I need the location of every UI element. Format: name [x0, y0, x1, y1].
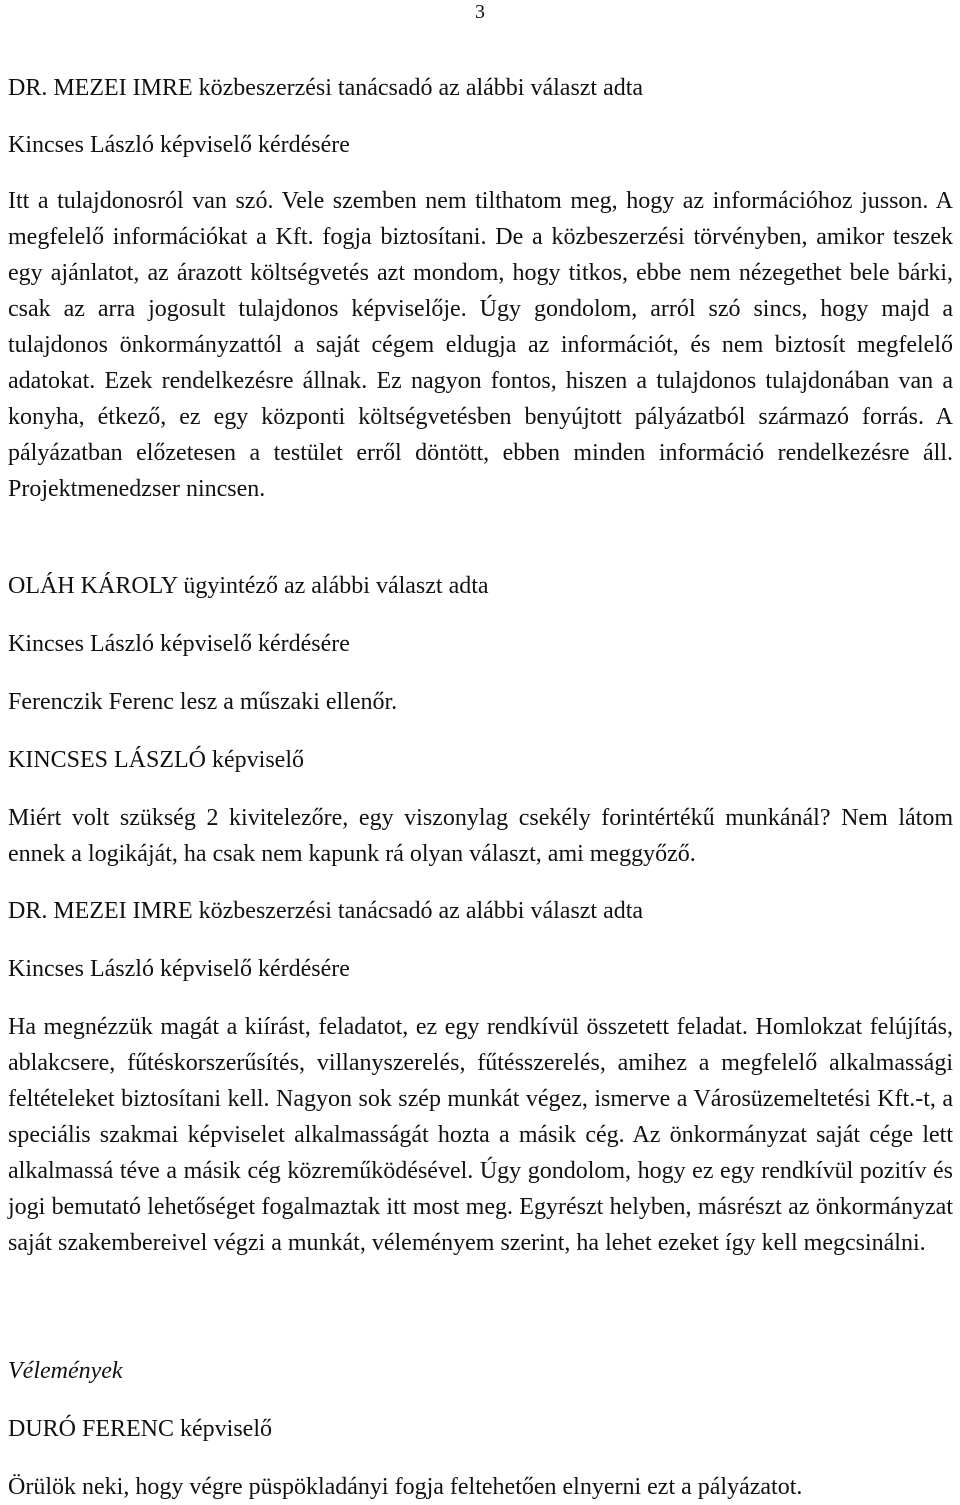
paragraph-text: Ferenczik Ferenc lesz a műszaki ellenőr.	[8, 689, 398, 715]
section-heading	[8, 1353, 953, 1389]
speaker-heading	[8, 1411, 953, 1447]
addressee-line: Kincses László képviselő kérdésére	[8, 631, 350, 657]
paragraph-text: Örülök neki, hogy végre püspökladányi fogja feltehetően elnyerni ezt a pályázatot.	[8, 1474, 803, 1500]
speaker-heading	[8, 742, 953, 778]
answer-paragraph	[8, 1009, 953, 1261]
page-number: 3	[475, 1, 485, 23]
speaker-line: DR. MEZEI IMRE közbeszerzési tanácsadó az alábbi választ adta	[8, 898, 644, 924]
speaker-line: OLÁH KÁROLY ügyintéző az alábbi választ adta	[8, 573, 489, 599]
addressee-heading	[8, 127, 953, 163]
addressee-line: Kincses László képviselő kérdésére	[8, 956, 350, 982]
speaker-line: DR. MEZEI IMRE közbeszerzési tanácsadó az alábbi választ adta	[8, 75, 644, 101]
addressee-line: Kincses László képviselő kérdésére	[8, 132, 350, 158]
paragraph-text: Miért volt szükség 2 kivitelezőre, egy viszonylag csekély forintértékű munkánál? Nem látom ennek a logikáját, ha csak nem kapunk rá olyan választ, ami meggyőző.	[8, 805, 953, 867]
paragraph-text: Ha megnézzük magát a kiírást, feladatot, ez egy rendkívül összetett feladat. Homlokzat felújítás, ablakcsere, fűtéskorszerűsítés, villanyszerelés, fűtésszerelés, amihez a megfelelő alkalmassági feltételeket biztosítani kell. Nagyon sok szép munkát végez, ismerve a Városüzemeltetési Kft.-t, a speciális szakmai képviselet alkalmasságát hozta a másik cég. Az önkormányzat saját cége lett alkalmassá téve a másik cég közreműködésével. Úgy gondolom, hogy ez egy rendkívül pozitív és jogi bemutató lehetőséget fogalmaztak itt most meg. Egyrészt helyben, másrészt az önkormányzat saját szakembereivel végzi a munkát, véleményem szerint, ha lehet ezeket így kell megcsinálni.	[8, 1014, 953, 1256]
speaker-line: KINCSES LÁSZLÓ képviselő	[8, 747, 304, 773]
question-paragraph	[8, 800, 953, 872]
paragraph-text: Itt a tulajdonosról van szó. Vele szemben nem tilthatom meg, hogy az információhoz jusson. A megfelelő információkat a Kft. fogja biztosítani. De a közbeszerzési törvényben, amikor teszek egy ajánlatot, az árazott költségvetés azt mondom, hogy titkos, ebbe nem nézegethet bele bárki, csak az arra jogosult tulajdonos képviselője. Úgy gondolom, arról szó sincs, hogy majd a tulajdonos önkormányzattól a saját cégem eldugja az információt, és nem biztosít megfelelő adatokat. Ezek rendelkezésre állnak. Ez nagyon fontos, hiszen a tulajdonos tulajdonában van a konyha, étkező, ez egy központi költségvetésben benyújtott pályázatból származó forrás. A pályázatban előzetesen a testület erről döntött, ebben minden információ rendelkezésre áll. Projektmenedzser nincsen.	[8, 188, 953, 502]
addressee-heading	[8, 626, 953, 662]
speaker-line: DURÓ FERENC képviselő	[8, 1416, 272, 1442]
speaker-heading	[8, 70, 953, 106]
speaker-heading	[8, 893, 953, 929]
answer-paragraph	[8, 684, 953, 720]
opinion-paragraph	[8, 1469, 953, 1505]
addressee-heading	[8, 951, 953, 987]
answer-paragraph	[8, 183, 953, 507]
speaker-heading	[8, 568, 953, 604]
section-title: Vélemények	[8, 1358, 123, 1384]
